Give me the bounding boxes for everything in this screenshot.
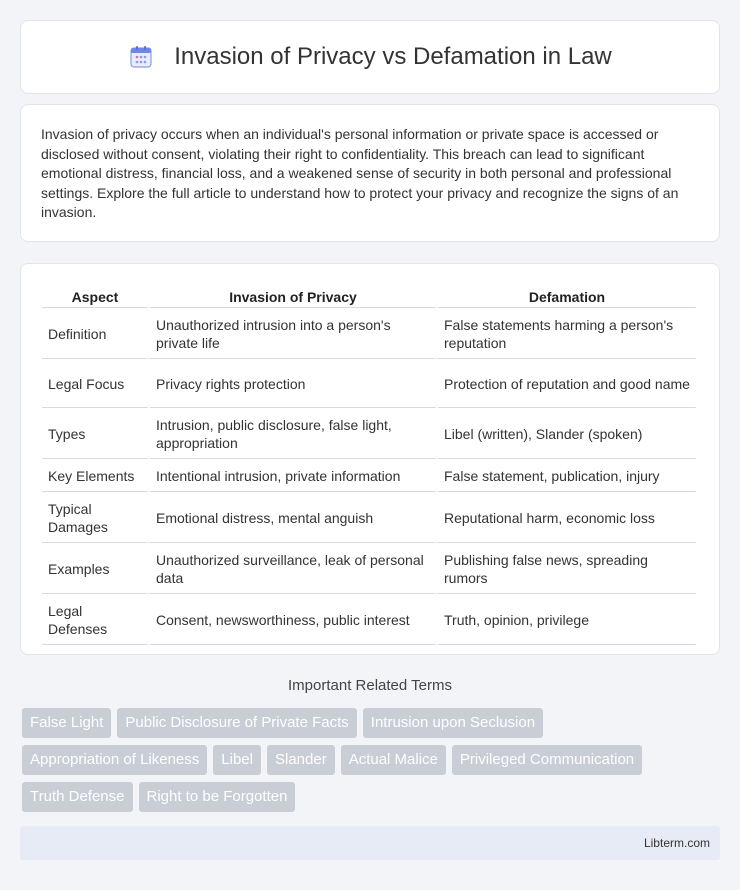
table-row	[42, 410, 696, 459]
intro-card	[20, 104, 720, 242]
defamation-cell: Truth, opinion, privilege	[438, 596, 696, 645]
related-term-tag[interactable]: Slander	[267, 745, 335, 775]
table-header-row	[42, 286, 696, 308]
table-row	[42, 461, 696, 492]
privacy-cell: Emotional distress, mental anguish	[150, 494, 436, 543]
column-header: Invasion of Privacy	[150, 286, 436, 308]
page-title: Invasion of Privacy vs Defamation in Law	[174, 43, 612, 70]
privacy-cell: Unauthorized surveillance, leak of personal data	[150, 545, 436, 594]
related-term-tag[interactable]: Libel	[213, 745, 261, 775]
aspect-cell: Typical Damages	[42, 494, 148, 543]
related-term-tag[interactable]: Appropriation of Likeness	[22, 745, 207, 775]
defamation-cell: Reputational harm, economic loss	[438, 494, 696, 543]
defamation-cell: False statement, publication, injury	[438, 461, 696, 492]
related-term-tag[interactable]: Truth Defense	[22, 782, 133, 812]
related-term-tag[interactable]: Public Disclosure of Private Facts	[117, 708, 356, 738]
table-row	[42, 494, 696, 543]
defamation-cell: False statements harming a person's reputation	[438, 310, 696, 359]
privacy-cell: Consent, newsworthiness, public interest	[150, 596, 436, 645]
header-card	[20, 20, 720, 94]
calendar-icon	[128, 44, 154, 70]
related-term-tag[interactable]: False Light	[22, 708, 111, 738]
column-header: Aspect	[42, 286, 148, 308]
footer	[20, 826, 720, 860]
aspect-cell: Types	[42, 410, 148, 459]
aspect-cell: Examples	[42, 545, 148, 594]
privacy-cell: Intrusion, public disclosure, false light, appropriation	[150, 410, 436, 459]
privacy-cell: Unauthorized intrusion into a person's private life	[150, 310, 436, 359]
privacy-cell: Privacy rights protection	[150, 361, 436, 408]
table-row	[42, 596, 696, 645]
table-row	[42, 310, 696, 359]
comparison-card	[20, 263, 720, 655]
comparison-table	[40, 284, 698, 647]
aspect-cell: Legal Focus	[42, 361, 148, 408]
related-terms-title: Important Related Terms	[288, 677, 452, 694]
defamation-cell: Libel (written), Slander (spoken)	[438, 410, 696, 459]
related-term-tag[interactable]: Right to be Forgotten	[139, 782, 296, 812]
intro-text: Invasion of privacy occurs when an individual's personal information or private space is accessed or disclosed without consent, violating their right to confidentiality. This breach can lead to significant emotional distress, financial loss, and a weakened sense of security in both personal and professional settings. Explore the full article to understand how to protect your privacy and recognize the signs of an invasion.	[41, 126, 679, 220]
table-row	[42, 545, 696, 594]
aspect-cell: Definition	[42, 310, 148, 359]
related-term-tag[interactable]: Privileged Communication	[452, 745, 642, 775]
aspect-cell: Key Elements	[42, 461, 148, 492]
aspect-cell: Legal Defenses	[42, 596, 148, 645]
table-row	[42, 361, 696, 408]
footer-site-link[interactable]: Libterm.com	[643, 836, 710, 850]
privacy-cell: Intentional intrusion, private information	[150, 461, 436, 492]
column-header: Defamation	[438, 286, 696, 308]
defamation-cell: Publishing false news, spreading rumors	[438, 545, 696, 594]
related-terms-list	[22, 708, 712, 812]
defamation-cell: Protection of reputation and good name	[438, 361, 696, 408]
related-term-tag[interactable]: Actual Malice	[341, 745, 446, 775]
related-term-tag[interactable]: Intrusion upon Seclusion	[363, 708, 543, 738]
